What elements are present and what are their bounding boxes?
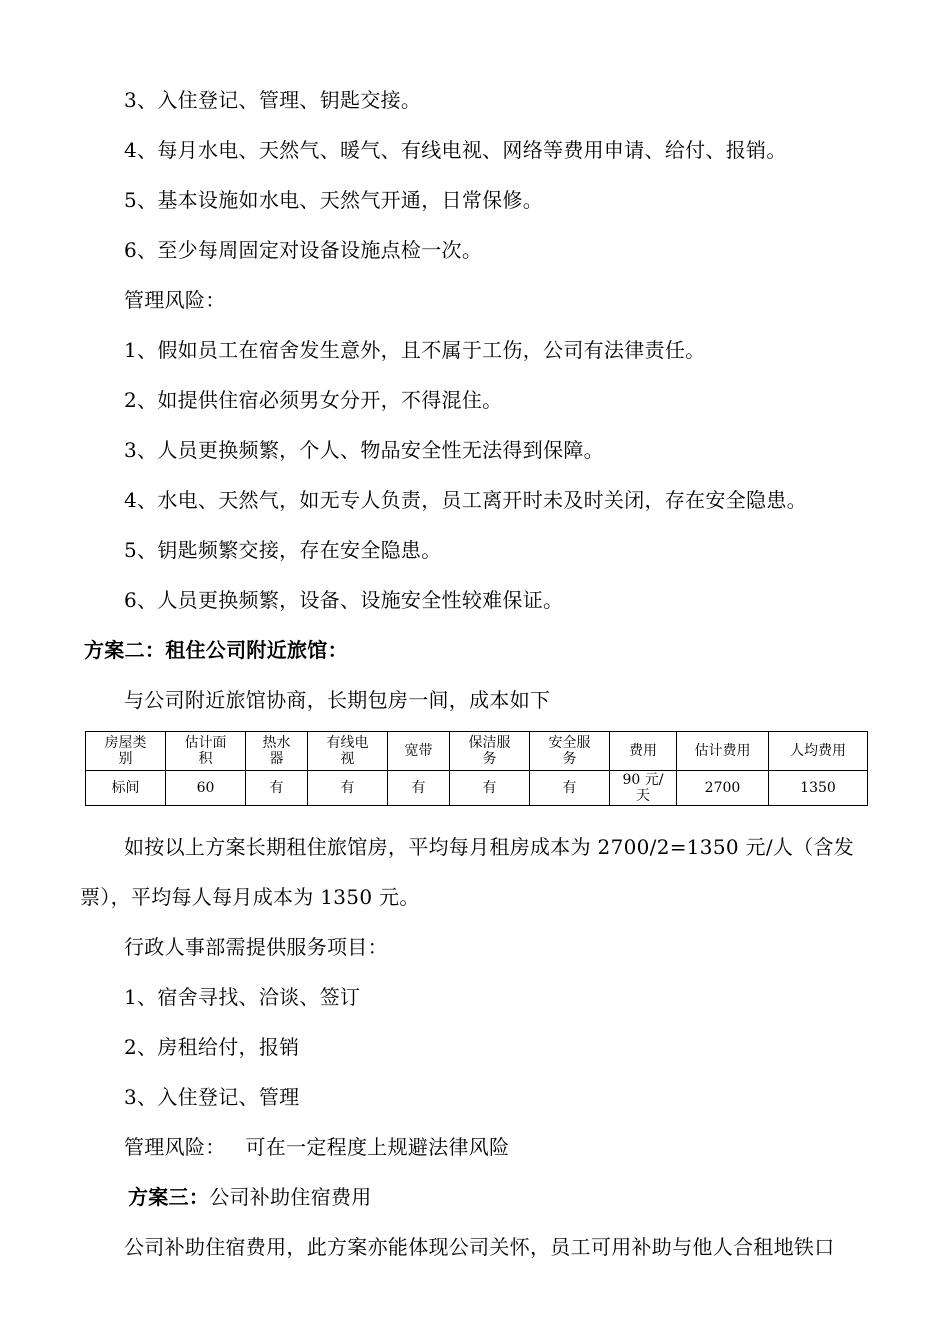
management-risk-note: 管理风险： 可在一定程度上规避法律风险 (124, 1135, 510, 1159)
service-item-3: 3、入住登记、管理 (124, 1085, 300, 1109)
table-cell: 1350 (769, 771, 868, 806)
list-item-checkin-keys: 3、入住登记、管理、钥匙交接。 (124, 88, 422, 112)
table-cell: 有 (246, 771, 308, 806)
table-cell: 60 (166, 771, 246, 806)
table-cell: 2700 (677, 771, 769, 806)
plan-three-title: 公司补助住宿费用 (209, 1185, 372, 1209)
section-label-services: 行政人事部需提供服务项目： (124, 935, 388, 959)
table-cell: 有 (530, 771, 610, 806)
plan-three-label: 方案三： (128, 1185, 210, 1209)
risk-item-6: 6、人员更换频繁，设备、设施安全性较难保证。 (124, 588, 564, 612)
cost-paragraph-line-2: 票），平均每人每月成本为 1350 元。 (80, 885, 420, 909)
table-cell: 有 (308, 771, 388, 806)
list-item-weekly-inspection: 6、至少每周固定对设备设施点检一次。 (124, 238, 483, 262)
table-header-row (86, 732, 868, 771)
risk-item-3: 3、人员更换频繁，个人、物品安全性无法得到保障。 (124, 438, 604, 462)
table-header-cell: 热水 器 (246, 732, 308, 771)
list-item-facilities: 5、基本设施如水电、天然气开通，日常保修。 (124, 188, 544, 212)
risk-item-4: 4、水电、天然气，如无专人负责，员工离开时未及时关闭，存在安全隐患。 (124, 488, 807, 512)
table-header-cell: 费用 (610, 732, 677, 771)
table-header-cell: 安全服 务 (530, 732, 610, 771)
risk-item-5: 5、钥匙频繁交接，存在安全隐患。 (124, 538, 442, 562)
table-cell: 90 元/ 天 (610, 771, 677, 806)
hotel-cost-table (85, 731, 868, 806)
list-item-monthly-fees: 4、每月水电、天然气、暖气、有线电视、网络等费用申请、给付、报销。 (124, 138, 787, 162)
risk-item-2: 2、如提供住宿必须男女分开，不得混住。 (124, 388, 503, 412)
cost-paragraph-line-1: 如按以上方案长期租住旅馆房，平均每月租房成本为 2700/2=1350 元/人（含发 (124, 835, 855, 859)
risk-item-1: 1、假如员工在宿舍发生意外，且不属于工伤，公司有法律责任。 (124, 338, 706, 362)
plan-two-intro: 与公司附近旅馆协商，长期包房一间，成本如下 (124, 688, 551, 712)
plan-three-heading (128, 1185, 372, 1209)
plan-two-heading: 方案二：租住公司附近旅馆： (84, 638, 348, 662)
section-label-management-risk: 管理风险： (124, 288, 226, 312)
table-header-cell: 有线电 视 (308, 732, 388, 771)
table-header-cell: 房屋类 别 (86, 732, 166, 771)
table-cell: 有 (450, 771, 530, 806)
service-item-1: 1、宿舍寻找、洽谈、签订 (124, 985, 361, 1009)
table-cell: 标间 (86, 771, 166, 806)
service-item-2: 2、房租给付，报销 (124, 1035, 300, 1059)
table-header-cell: 估计费用 (677, 732, 769, 771)
table-row (86, 771, 868, 806)
plan-three-paragraph: 公司补助住宿费用，此方案亦能体现公司关怀，员工可用补助与他人合租地铁口 (124, 1235, 835, 1259)
table-header-cell: 宽带 (388, 732, 450, 771)
table-header-cell: 保洁服 务 (450, 732, 530, 771)
table-cell: 有 (388, 771, 450, 806)
table-header-cell: 估计面 积 (166, 732, 246, 771)
table-header-cell: 人均费用 (769, 732, 868, 771)
